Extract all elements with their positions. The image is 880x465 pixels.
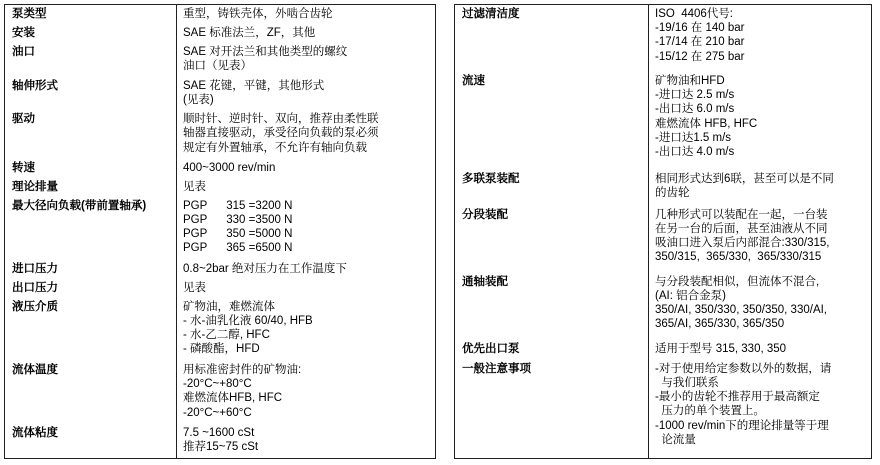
spec-value-line: -进口达 2.5 m/s [655, 89, 735, 102]
spec-value [649, 72, 872, 170]
spec-value-line: -19/16 在 140 bar [655, 22, 745, 35]
spec-value-line: (AI: 铝合金泵) [655, 289, 726, 302]
spec-value [649, 360, 872, 458]
table-row [455, 360, 871, 458]
spec-value [177, 178, 436, 197]
spec-value-lines [183, 161, 430, 175]
spec-label: 多联泵装配 [462, 173, 520, 186]
spec-value-line: PGP 350 =5000 N [183, 227, 293, 240]
spec-value-line: - 水-乙二醇, HFC [183, 329, 270, 342]
table-row [455, 72, 871, 170]
spec-value-line: 重型，铸铁壳体，外啮合齿轮 [183, 8, 333, 20]
spec-value-line: 难燃流体 HFB, HFC [655, 117, 758, 130]
spec-value-line: 顺时针、逆时针、双向，推荐由柔性联 [183, 113, 379, 126]
spec-label: 理论排量 [12, 180, 58, 193]
table-row [455, 5, 871, 72]
spec-label: 流体粘度 [12, 427, 58, 440]
spec-value [177, 260, 436, 279]
table-row [455, 206, 871, 273]
spec-value-line: 350/AI, 350/330, 350/350, 330/AI, [655, 304, 828, 317]
spec-value-line: -17/14 在 210 bar [655, 36, 745, 49]
spec-value-lines [183, 199, 430, 256]
spec-value-line: 几种形式可以装配在一起，一台装 [655, 208, 828, 221]
spec-value-line: 难燃流体HFB, HFC [183, 392, 283, 405]
spec-value [649, 273, 872, 340]
right-spec-table-body [455, 5, 871, 458]
table-row [5, 5, 435, 24]
spec-value-lines [183, 7, 430, 21]
spec-value-line: 见表 [183, 281, 206, 294]
spec-label: 流速 [462, 74, 485, 87]
spec-value-line: -最小的齿轮不推荐用于最高额定 [655, 391, 820, 404]
left-spec-table-body [5, 5, 435, 458]
spec-value-line: 论流量 [655, 433, 696, 446]
spec-value [177, 24, 436, 43]
spec-label: 驱动 [12, 113, 35, 126]
table-row [5, 424, 435, 458]
spec-value-line: (见表) [183, 93, 214, 106]
table-row [5, 43, 435, 77]
spec-value-line: 推荐15~75 cSt [183, 441, 259, 454]
spec-value-lines [183, 262, 430, 276]
spec-value-line: -15/12 在 275 bar [655, 50, 745, 63]
spec-value-line: 与分段装配相似，但流体不混合, [655, 275, 820, 288]
spec-value-line: SAE 对开法兰和其他类型的螺纹 [183, 45, 348, 58]
spec-value-line: 在另一台的后面，甚至油液从不同 [655, 223, 828, 236]
table-row [5, 279, 435, 298]
spec-value [177, 77, 436, 111]
spec-value [177, 5, 436, 24]
spec-value-lines [655, 74, 866, 159]
spec-value-lines [183, 112, 430, 155]
spec-label: 过滤清洁度 [462, 8, 520, 20]
spec-value [177, 298, 436, 361]
spec-value-line: ISO 4406代号: [655, 8, 733, 20]
spec-value [177, 279, 436, 298]
spec-value-line: 与我们联系 [655, 376, 719, 389]
spec-value-line: 轴器直接驱动，承受径向负载的泵必须 [183, 127, 379, 140]
spec-value-line: - 水-油乳化液 60/40, HFB [183, 314, 313, 327]
spec-value-line: 油口（见表） [183, 60, 252, 73]
spec-value-line: PGP 365 =6500 N [183, 242, 293, 255]
spec-value-line: 400~3000 rev/min [183, 161, 276, 174]
spec-value-line: 规定有外置轴承，不允许有轴向负载 [183, 141, 367, 154]
spec-label: 液压介质 [12, 300, 58, 313]
spec-label: 优先出口泵 [462, 342, 520, 355]
spec-value-lines [655, 7, 866, 64]
spec-value-line: -进口达1.5 m/s [655, 131, 732, 144]
spec-value-line: -出口达 4.0 m/s [655, 145, 735, 158]
spec-value-line: -20°C~+80°C [183, 378, 252, 391]
spec-label: 轴伸形式 [12, 79, 58, 92]
spec-value-line: 矿物油和HFD [655, 74, 725, 87]
right-spec-table [455, 5, 871, 458]
table-row [5, 298, 435, 361]
table-row [5, 197, 435, 260]
spec-value [649, 5, 872, 72]
spec-value-lines [183, 79, 430, 107]
spec-value [177, 159, 436, 178]
table-row [5, 24, 435, 43]
table-row [5, 260, 435, 279]
spec-value-line: 吸油口进入泵后内部混合:330/315, [655, 237, 830, 250]
spec-value-line: -出口达 6.0 m/s [655, 103, 735, 116]
spec-value-line: 矿物油，难燃流体 [183, 300, 275, 313]
spec-value-line: 压力的单个装置上。 [655, 405, 765, 418]
spec-label: 进口压力 [12, 262, 58, 275]
spec-label: 转速 [12, 161, 35, 174]
spec-label: 油口 [12, 45, 35, 58]
table-row [455, 170, 871, 206]
spec-label: 最大径向负载(带前置轴承) [12, 199, 147, 212]
spec-value-lines [655, 342, 866, 356]
spec-value-line: -对于使用给定参数以外的数据，请 [655, 362, 832, 375]
spec-value-line: 350/315, 365/330, 365/330/315 [655, 251, 822, 264]
table-row [5, 178, 435, 197]
spec-value-line: PGP 315 =3200 N [183, 199, 293, 212]
spec-label: 流体温度 [12, 363, 58, 376]
left-spec-panel [4, 4, 436, 459]
spec-value [177, 110, 436, 158]
spec-value-line: 7.5 ~1600 cSt [183, 427, 255, 440]
spec-value-line: 365/AI, 365/330, 365/350 [655, 318, 785, 331]
table-row [5, 77, 435, 111]
right-spec-panel [454, 4, 872, 459]
spec-label: 分段装配 [462, 208, 508, 221]
spec-value [177, 361, 436, 424]
spec-value-lines [655, 208, 866, 265]
spec-value-line: 适用于型号 315, 330, 350 [655, 342, 787, 355]
spec-value-lines [655, 275, 866, 332]
spec-label: 一般注意事项 [462, 362, 531, 375]
left-spec-table [5, 5, 435, 458]
spec-value-line: SAE 标准法兰，ZF，其他 [183, 26, 316, 39]
spec-label: 泵类型 [12, 8, 47, 20]
spec-label: 出口压力 [12, 281, 58, 294]
spec-value [649, 340, 872, 360]
spec-value-line: - 磷酸酯，HFD [183, 343, 260, 356]
spec-value [649, 170, 872, 206]
spec-value-lines [183, 26, 430, 40]
table-row [5, 110, 435, 158]
spec-value-lines [183, 426, 430, 454]
spec-value [649, 206, 872, 273]
spec-value-line: 见表 [183, 180, 206, 193]
spec-value-lines [183, 281, 430, 295]
spec-value-lines [183, 300, 430, 357]
spec-value-line: 相同形式达到6联，甚至可以是不同 [655, 173, 834, 186]
table-row [5, 159, 435, 178]
spec-value-lines [655, 172, 866, 200]
table-row [455, 273, 871, 340]
spec-value-lines [183, 45, 430, 73]
spec-value-lines [183, 180, 430, 194]
spec-value-line: 用标准密封件的矿物油: [183, 363, 302, 376]
table-row [5, 361, 435, 424]
spec-value-line: 的齿轮 [655, 187, 690, 200]
spec-value-line: PGP 330 =3500 N [183, 213, 293, 226]
table-row [455, 340, 871, 360]
spec-label: 安装 [12, 26, 35, 39]
spec-value [177, 424, 436, 458]
spec-label: 通轴装配 [462, 275, 508, 288]
spec-value [177, 43, 436, 77]
spec-value-line: -20°C~+60°C [183, 406, 252, 419]
spec-value-line: 0.8~2bar 绝对压力在工作温度下 [183, 262, 347, 275]
spec-value-lines [655, 362, 866, 447]
spec-value-line: SAE 花键，平键，其他形式 [183, 79, 325, 92]
spec-value [177, 197, 436, 260]
spec-value-lines [183, 363, 430, 420]
spec-value-line: -1000 rev/min下的理论排量等于理 [655, 419, 829, 432]
